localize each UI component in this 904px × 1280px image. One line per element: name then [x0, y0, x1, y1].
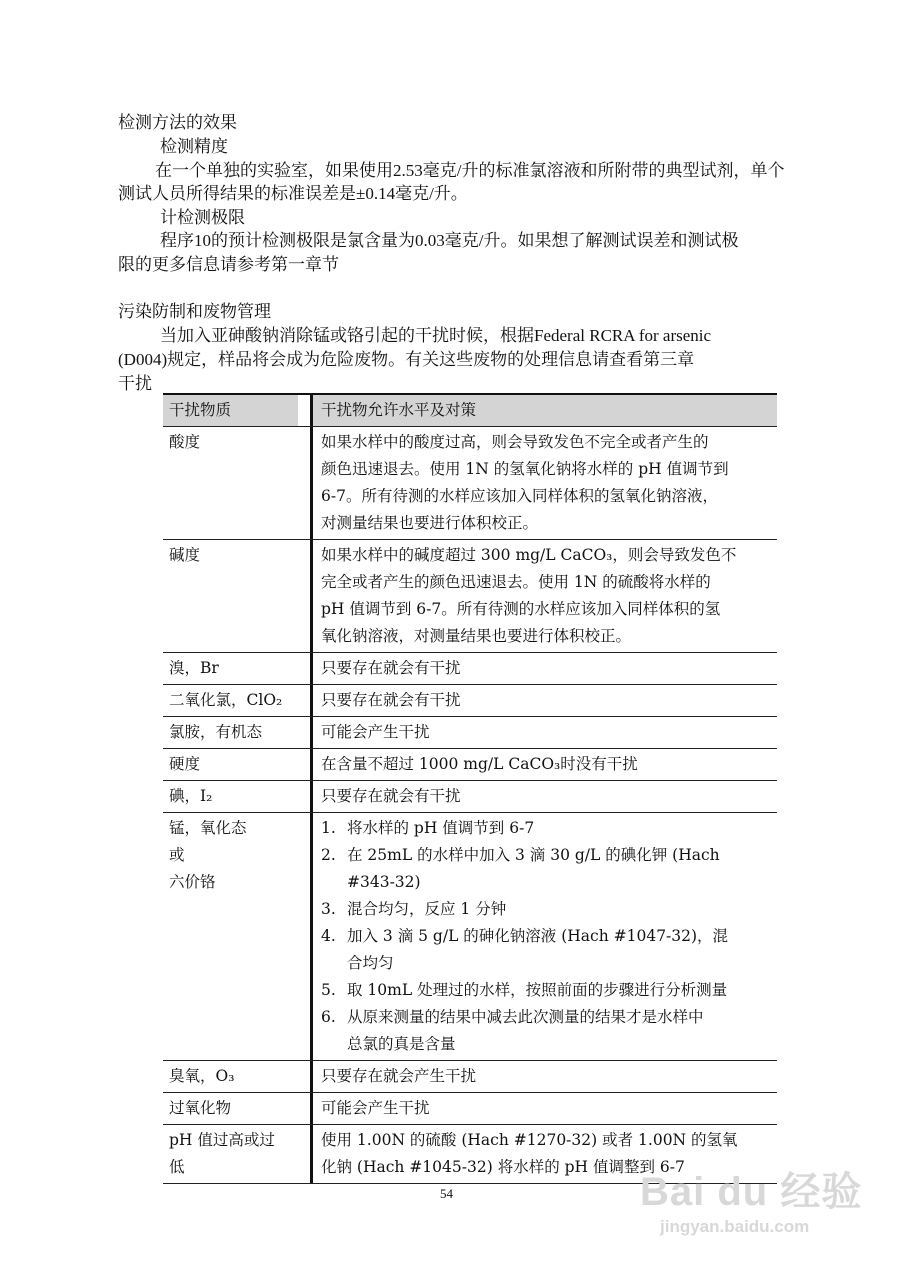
list-number: 6. — [321, 1008, 336, 1026]
remedy-line: 6-7。所有待测的水样应该加入同样体积的氢氧化钠溶液， — [321, 487, 718, 505]
table-row — [163, 1093, 777, 1125]
table-row — [163, 813, 777, 1061]
remedy-line: 只要存在就会有干扰 — [321, 659, 461, 677]
remedy-line: 氧化钠溶液，对测量结果也要进行体积校正。 — [321, 627, 632, 645]
interferent-cell — [163, 813, 313, 1060]
list-text — [347, 923, 728, 977]
remedy-line: 使用 1.00N 的硫酸 (Hach #1270-32) 或者 1.00N 的氢氧 — [321, 1131, 738, 1149]
remedy-cell — [313, 717, 777, 748]
table-header-row — [163, 393, 777, 427]
remedy-cell — [313, 749, 777, 780]
interferent-cell — [163, 1093, 313, 1124]
list-text — [347, 977, 727, 1004]
table-row — [163, 781, 777, 813]
list-number: 3. — [321, 900, 336, 918]
paragraph-line: (D004)规定，样品将会成为危险废物。有关这些废物的处理信息请查看第三章 — [118, 350, 695, 369]
list-number: 5. — [321, 981, 336, 999]
subsection-heading: 计检测极限 — [160, 208, 245, 227]
remedy-line: 对测量结果也要进行体积校正。 — [321, 514, 539, 532]
paragraph-line: 程序10的预计检测极限是氯含量为0.03毫克/升。如果想了解测试误差和测试极 — [160, 231, 739, 250]
list-number: 2. — [321, 846, 336, 864]
interferent-line: 过氧化物 — [169, 1099, 232, 1117]
table-row — [163, 717, 777, 749]
remedy-cell — [313, 1061, 777, 1092]
interferent-cell — [163, 1061, 313, 1092]
paragraph-line: 当加入亚砷酸钠消除锰或铬引起的干扰时候，根据Federal RCRA for arsenic — [160, 326, 712, 345]
list-text — [347, 842, 720, 896]
list-number: 4. — [321, 927, 336, 945]
list-line: 将水样的 pH 值调节到 6-7 — [347, 819, 535, 837]
list-line: 合均匀 — [347, 954, 394, 972]
interferent-cell — [163, 717, 313, 748]
interferent-cell — [163, 653, 313, 684]
paragraph-line: 在一个单独的实验室，如果使用2.53毫克/升的标准氯溶液和所附带的典型试剂，单个 — [155, 161, 785, 180]
remedy-line: pH 值调节到 6-7。所有待测的水样应该加入同样体积的氢 — [321, 600, 721, 618]
interferent-cell — [163, 781, 313, 812]
list-item — [321, 842, 771, 896]
remedy-cell — [313, 781, 777, 812]
interferent-line: 碱度 — [169, 546, 201, 564]
remedy-line: 只要存在就会产生干扰 — [321, 1067, 477, 1085]
list-item — [321, 923, 771, 977]
list-item — [321, 896, 771, 923]
remedy-line: 化钠 (Hach #1045-32) 将水样的 pH 值调整到 6-7 — [321, 1158, 685, 1176]
list-number: 1. — [321, 819, 336, 837]
interferent-line: 氯胺，有机态 — [169, 723, 263, 741]
interferent-line: 碘，I₂ — [169, 787, 213, 805]
interferent-cell — [163, 749, 313, 780]
watermark-url: jingyan.baidu.com — [660, 1217, 810, 1236]
list-line: 在 25mL 的水样中加入 3 滴 30 g/L 的碘化钾 (Hach — [347, 846, 720, 864]
list-line: #343-32) — [347, 873, 421, 891]
list-item — [321, 977, 771, 1004]
remedy-line: 完全或者产生的颜色迅速退去。使用 1N 的硫酸将水样的 — [321, 573, 711, 591]
column-header: 干扰物质 — [169, 401, 232, 419]
watermark-logo: Bai du 经验 — [640, 1170, 863, 1214]
list-text — [347, 1004, 704, 1058]
list-item — [321, 815, 771, 842]
subsection-heading: 检测精度 — [160, 137, 228, 156]
interferent-cell — [163, 427, 313, 539]
table-row — [163, 685, 777, 717]
interferent-line: pH 值过高或过 — [169, 1131, 275, 1149]
column-header: 干扰物允许水平及对策 — [321, 401, 477, 419]
remedy-line: 在含量不超过 1000 mg/L CaCO₃时没有干扰 — [321, 755, 638, 773]
remedy-cell — [313, 813, 777, 1060]
remedy-line: 如果水样中的碱度超过 300 mg/L CaCO₃，则会导致发色不 — [321, 546, 737, 564]
interferent-cell — [163, 685, 313, 716]
table-row — [163, 1061, 777, 1093]
remedy-cell — [313, 427, 777, 539]
remedy-cell — [313, 685, 777, 716]
remedy-cell — [313, 1093, 777, 1124]
list-line: 从原来测量的结果中减去此次测量的结果才是水样中 — [347, 1008, 704, 1026]
section-heading: 污染防制和废物管理 — [118, 302, 271, 321]
paragraph-line: 测试人员所得结果的标准误差是±0.14毫克/升。 — [118, 184, 468, 203]
remedy-line: 如果水样中的酸度过高，则会导致发色不完全或者产生的 — [321, 433, 709, 451]
interferent-line: 锰，氧化态 — [169, 819, 247, 837]
remedy-cell — [313, 653, 777, 684]
interferent-line: 低 — [169, 1158, 185, 1176]
paragraph-line: 限的更多信息请参考第一章节 — [118, 255, 339, 274]
page-number: 54 — [440, 1186, 453, 1201]
remedy-line: 只要存在就会有干扰 — [321, 691, 461, 709]
list-line: 取 10mL 处理过的水样，按照前面的步骤进行分析测量 — [347, 981, 728, 999]
list-line: 总氯的真是含量 — [347, 1035, 456, 1053]
interferent-line: 二氧化氯，ClO₂ — [169, 691, 283, 709]
interferent-line: 硬度 — [169, 755, 201, 773]
interference-table — [163, 393, 777, 1184]
list-text — [347, 896, 506, 923]
remedy-line: 颜色迅速退去。使用 1N 的氢氧化钠将水样的 pH 值调节到 — [321, 460, 729, 478]
table-row — [163, 749, 777, 781]
remedy-line: 可能会产生干扰 — [321, 1099, 430, 1117]
interferent-cell — [163, 1125, 313, 1183]
remedy-line: 可能会产生干扰 — [321, 723, 430, 741]
interferent-line: 六价铬 — [169, 873, 216, 891]
table-row — [163, 427, 777, 540]
list-text — [347, 815, 534, 842]
remedy-line: 只要存在就会有干扰 — [321, 787, 461, 805]
remedy-cell — [313, 540, 777, 652]
list-line: 混合均匀，反应 1 分钟 — [347, 900, 507, 918]
interferent-line: 臭氧，O₃ — [169, 1067, 235, 1085]
interferent-line: 酸度 — [169, 433, 201, 451]
interferent-line: 或 — [169, 846, 185, 864]
section-heading: 检测方法的效果 — [118, 113, 237, 132]
interferent-cell — [163, 540, 313, 652]
table-row — [163, 653, 777, 685]
section-heading: 干扰 — [118, 374, 152, 393]
baidu-jingyan-watermark — [640, 1160, 862, 1237]
interferent-line: 溴，Br — [169, 659, 219, 677]
list-item — [321, 1004, 771, 1058]
list-line: 加入 3 滴 5 g/L 的砷化钠溶液 (Hach #1047-32)，混 — [347, 927, 729, 945]
table-row — [163, 540, 777, 653]
